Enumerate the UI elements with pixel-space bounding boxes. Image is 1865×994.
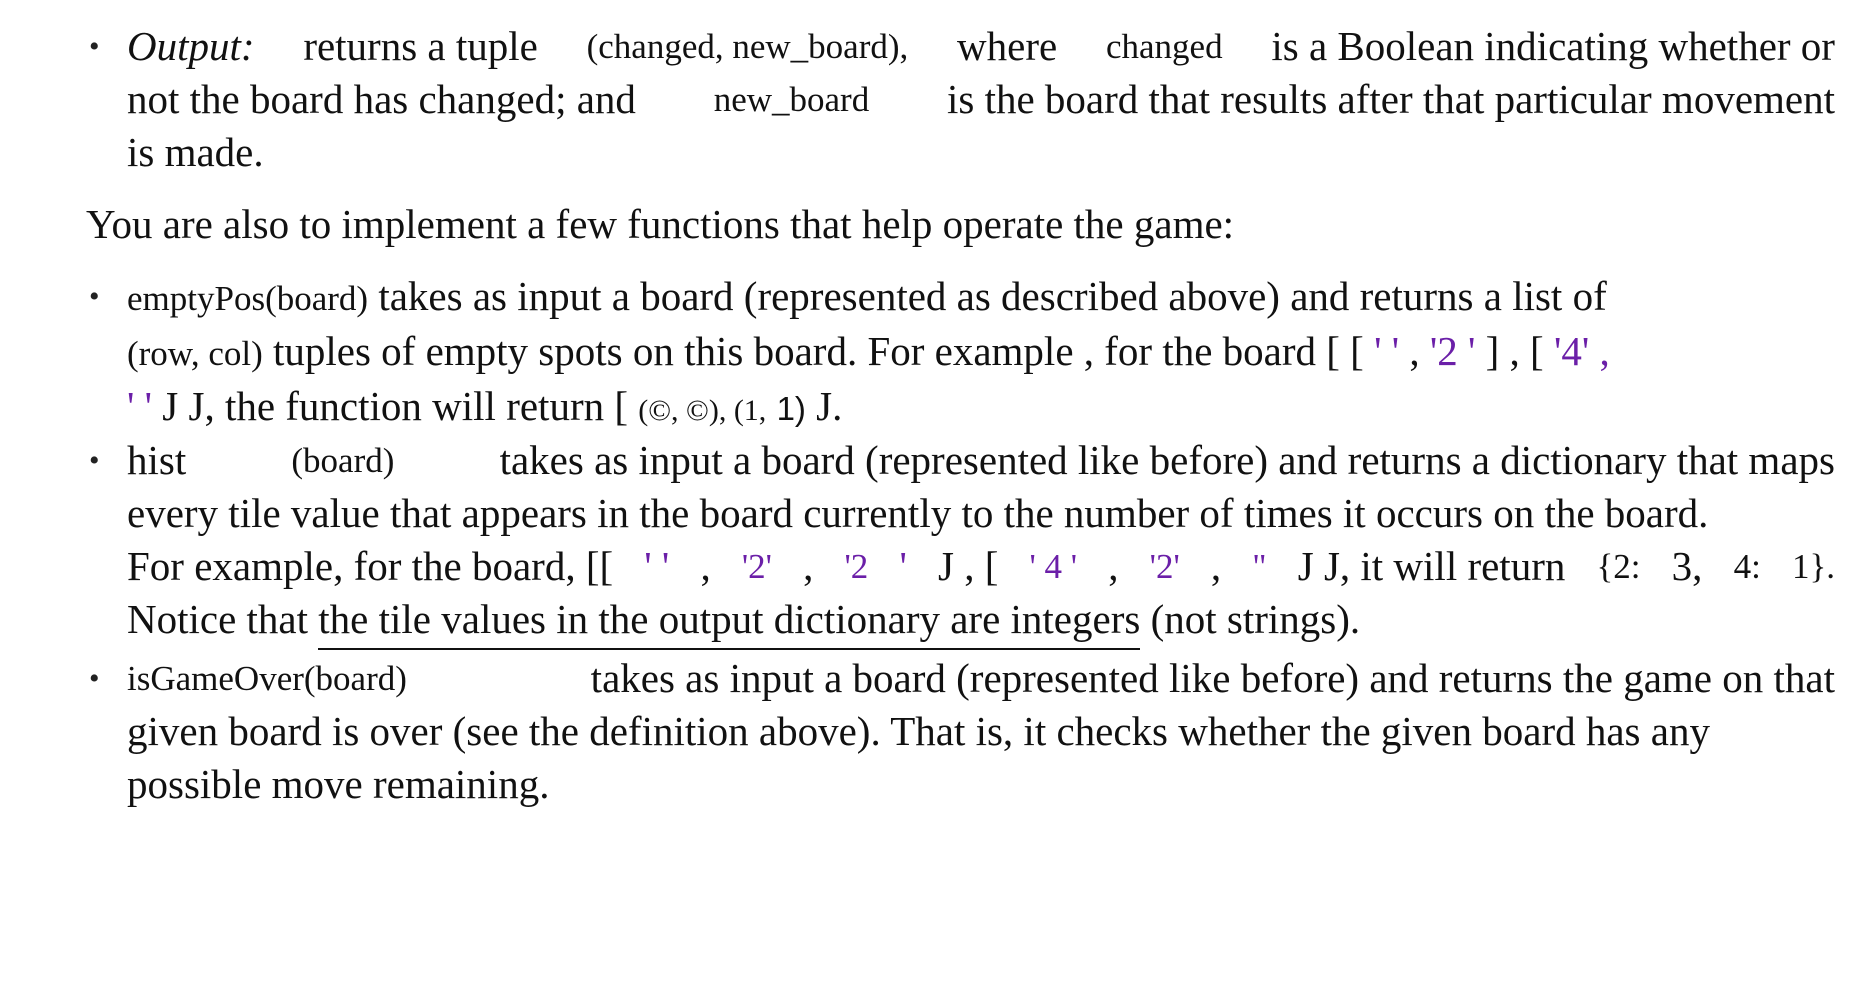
code-is-game-over: isGameOver(board) <box>127 659 407 698</box>
empty-pos-bullet <box>89 270 1835 437</box>
empty-pos-line-1: emptyPos(board) takes as input a board (represented as described above) and returns a list of <box>127 273 1607 319</box>
output-line-3: is made. <box>127 129 264 175</box>
code-changed: changed <box>1105 27 1223 66</box>
underlined-note: the tile values in the output dictionary are integers <box>318 596 1140 650</box>
hist-line-1: hist (board) takes as input a board (represented like before) and returns a dictionary that maps <box>127 434 1835 487</box>
bullet-dot: • <box>89 280 100 313</box>
hist-line-4: Notice that the tile values in the output dictionary are integers (not strings). <box>127 593 1835 646</box>
intro-paragraph: You are also to implement a few functions that help operate the game: <box>86 201 1235 247</box>
code-new-board: new_board <box>713 80 870 119</box>
output-line-2: not the board has changed; and new_board is the board that results after that particular movement <box>127 73 1835 126</box>
hist-line-2: every tile value that appears in the board currently to the number of times it occurs on the board. <box>127 490 1709 536</box>
is-game-over-bullet <box>89 652 1835 811</box>
is-game-over-line-1: isGameOver(board) takes as input a board (represented like before) and returns the game on that <box>127 652 1835 705</box>
bullet-dot: • <box>89 30 100 63</box>
bullet-dot: • <box>89 444 100 477</box>
empty-pos-line-3: ' ' J J, the function will return [ (©, ©), (1, 1) J. <box>127 383 843 429</box>
output-label: Output: <box>127 23 255 69</box>
hist-bullet <box>89 434 1835 646</box>
is-game-over-line-2: given board is over (see the definition above). That is, it checks whether the given board has any <box>127 708 1710 754</box>
output-line-1: Output: returns a tuple (changed, new_board), where changed is a Boolean indicating whether or <box>127 20 1835 73</box>
code-row-col: (row, col) <box>127 334 263 373</box>
code-return-example: (©, ©), (1, <box>638 394 767 427</box>
is-game-over-line-3: possible move remaining. <box>127 761 550 807</box>
code-board: (board) <box>291 441 395 480</box>
code-changed-new-board: (changed, new_board), <box>586 27 909 66</box>
empty-pos-line-2: (row, col) tuples of empty spots on this board. For example , for the board [ [ ' ' , '2 ' ] , [ '4' , <box>127 328 1610 374</box>
bullet-dot: • <box>89 662 100 695</box>
hist-line-3: For example, for the board, [[ ' ' , '2' , '2 ' J , [ ' 4 ' , '2' , " J J, it will return {2: 3, 4: 1}. <box>127 543 1835 589</box>
code-empty-pos: emptyPos(board) <box>127 279 369 318</box>
output-bullet <box>89 20 1835 179</box>
